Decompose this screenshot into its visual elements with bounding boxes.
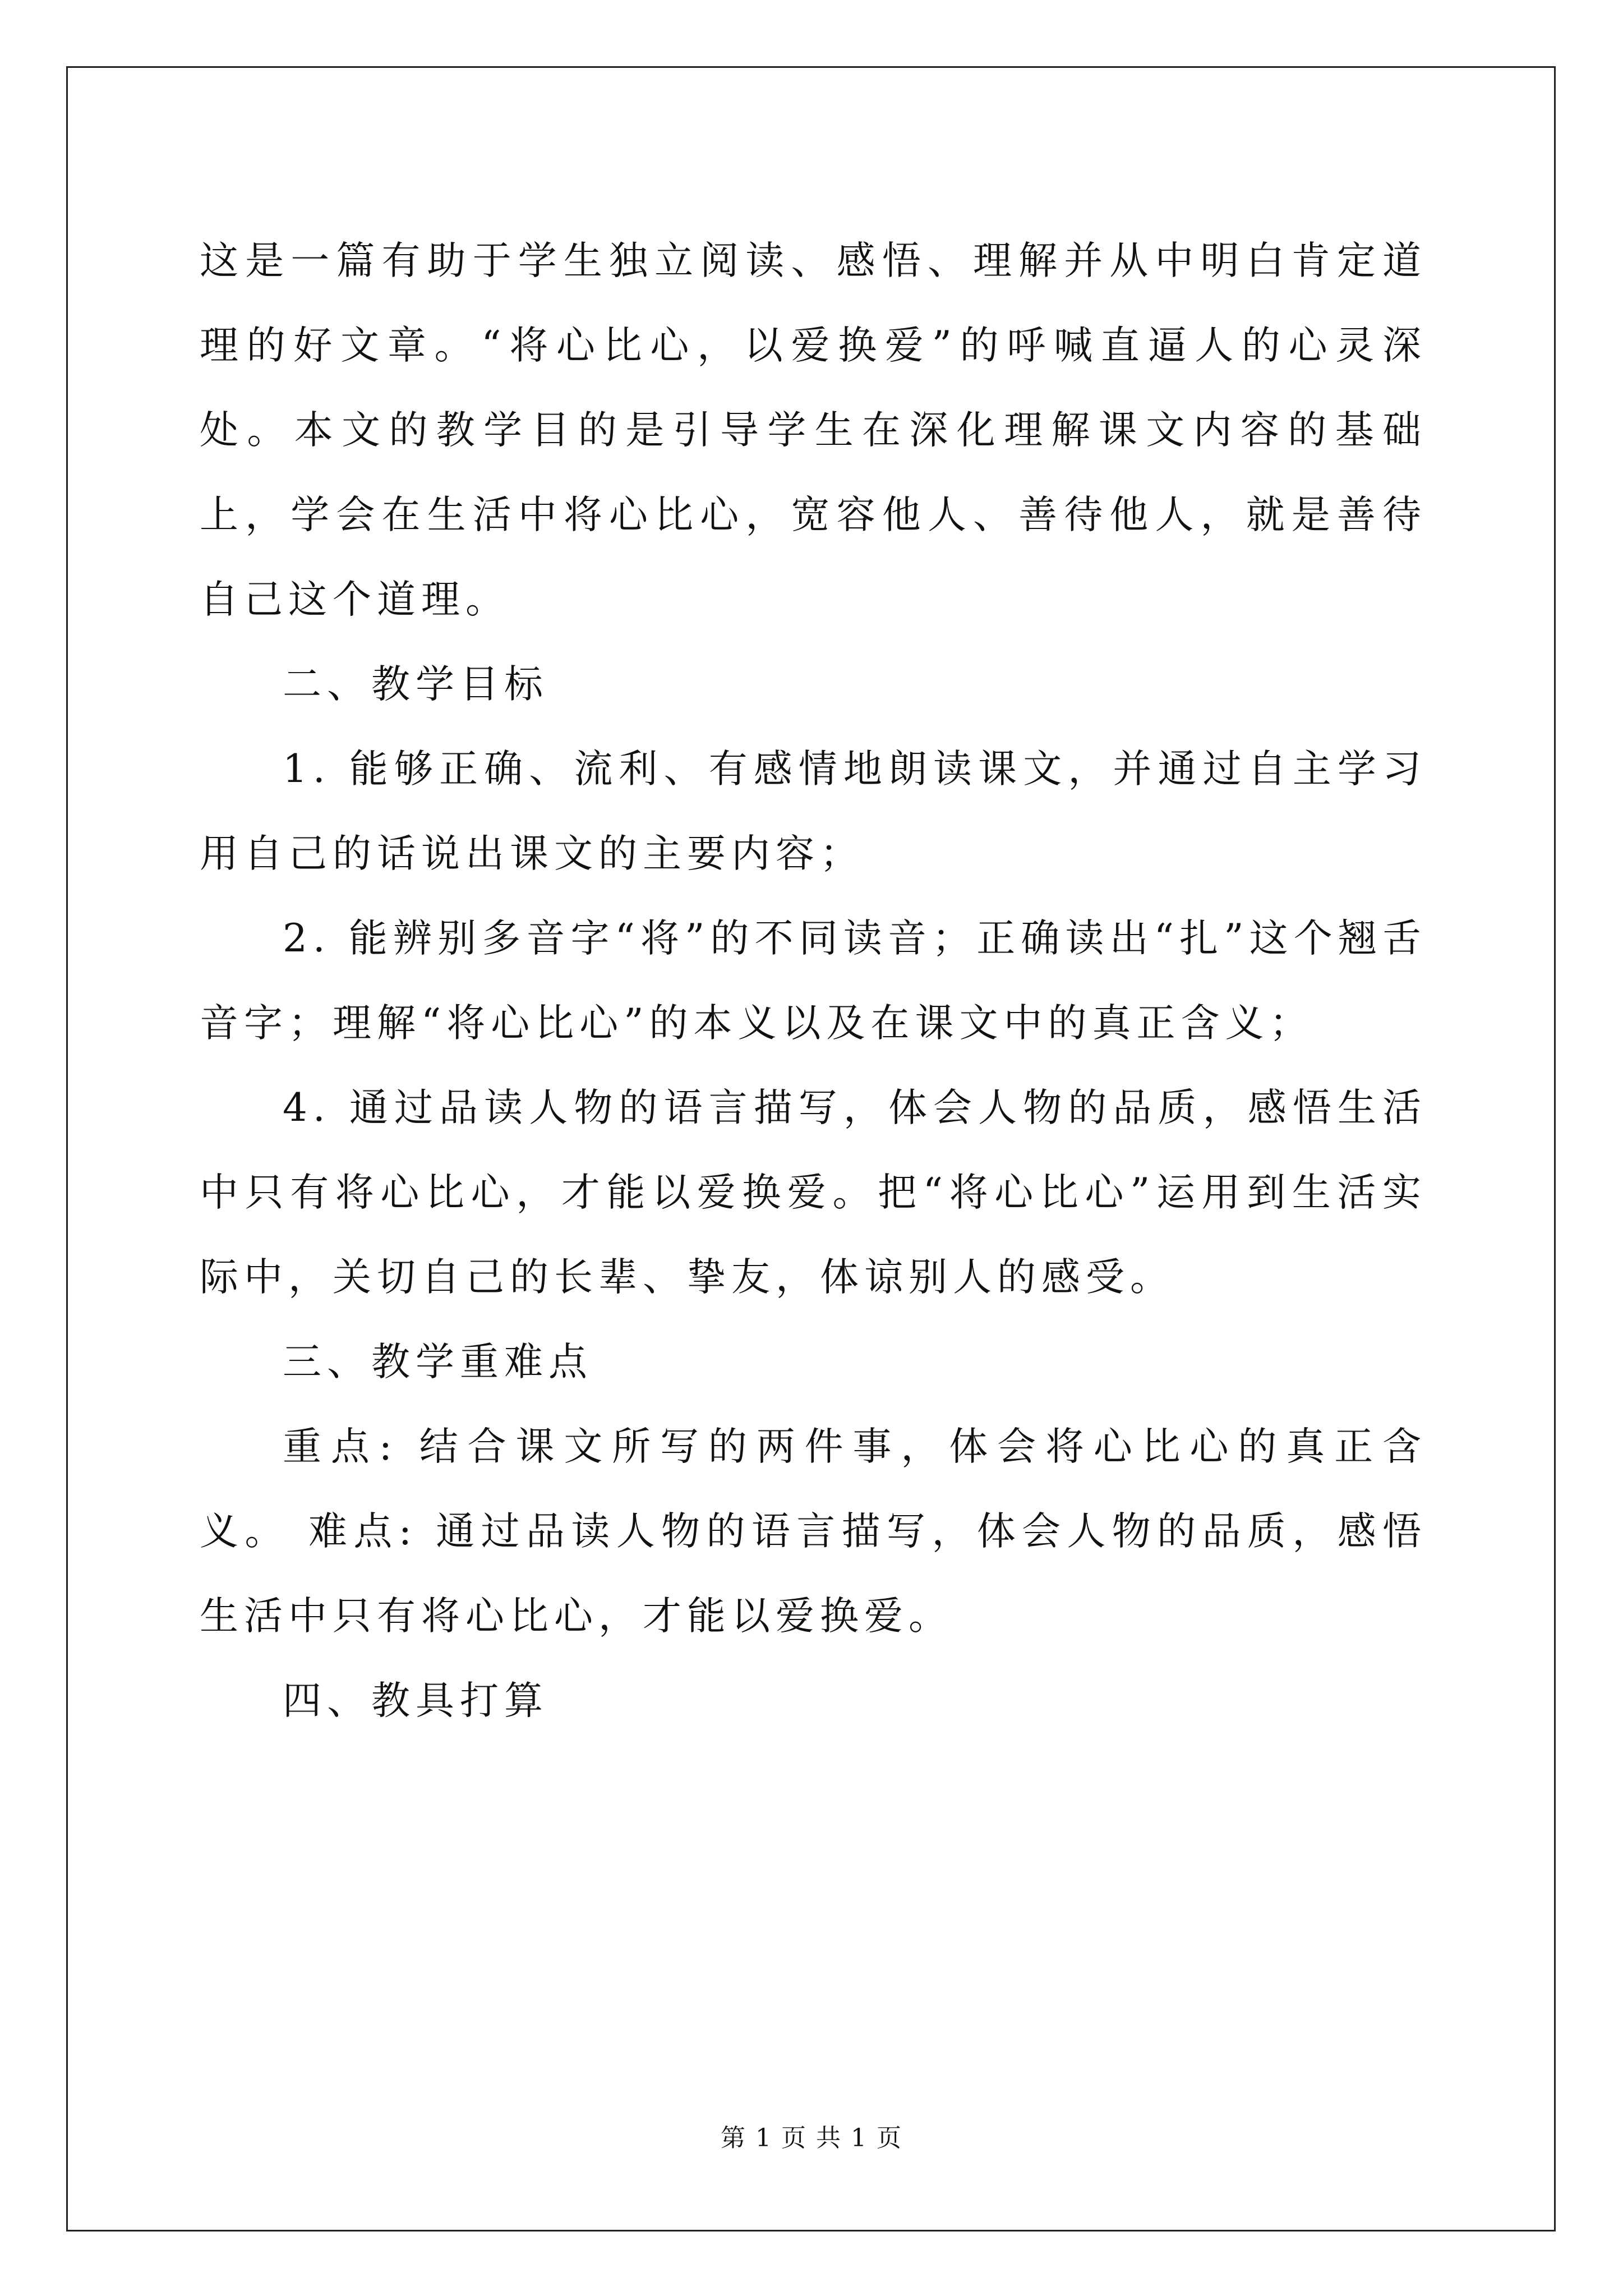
section-heading-objectives: 二、教学目标 — [283, 662, 548, 707]
section-heading-key-points: 三、教学重难点 — [283, 1340, 593, 1384]
page-footer: 第 1 页 共 1 页 — [721, 2124, 902, 2152]
key-points-paragraph: 重点: 结合课文所写的两件事，体会将心比心的真正含义。 难点: 通过品读人物的语言描写，体会人物的品质，感悟生活中只有将心比心，才能以爱换爱。 — [200, 1424, 1427, 1639]
objective-item-2: 2. 能辨别多音字“将”的不同读音；正确读出“扎”这个翘舌音字；理解“将心比心”的本义以及在课文中的真正含义； — [200, 916, 1427, 1046]
document-body — [200, 219, 1427, 1743]
objective-item-1: 1. 能够正确、流利、有感情地朗读课文，并通过自主学习用自己的话说出课文的主要内容； — [200, 747, 1427, 876]
section-heading-teaching-aids: 四、教具打算 — [283, 1678, 548, 1723]
objective-item-4: 4. 通过品读人物的语言描写，体会人物的品质，感悟生活中只有将心比心，才能以爱换爱。把“将心比心”运用到生活实际中，关切自己的长辈、挚友，体谅别人的感受。 — [200, 1085, 1427, 1300]
paragraph-intro: 这是一篇有助于学生独立阅读、感悟、理解并从中明白肯定道理的好文章。“将心比心，以爱换爱”的呼喊直逼人的心灵深处。本文的教学目的是引导学生在深化理解课文内容的基础上，学会在生活中将心比心，宽容他人、善待他人，就是善待自己这个道理。 — [200, 238, 1427, 622]
